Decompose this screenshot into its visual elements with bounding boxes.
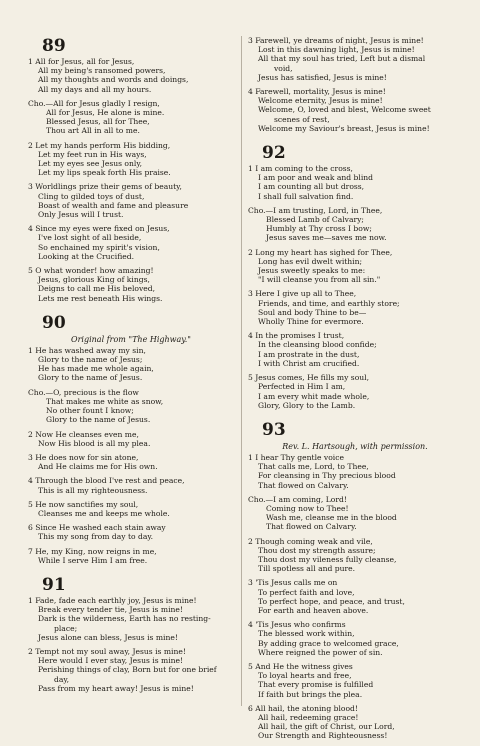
hymn-line: 1 He has washed away my sin, (28, 345, 146, 355)
hymn-line: Cling to gilded toys of dust, (38, 191, 145, 201)
hymn-line: Jesus, glorious King of kings, (38, 275, 150, 285)
stanza (248, 289, 462, 326)
stanza (28, 476, 234, 494)
hymn-line: Jesus saves me—saves me now. (266, 233, 387, 243)
hymn-line: Where reigned the power of sin. (258, 647, 383, 657)
hymn-line: He has made me whole again, (38, 364, 154, 374)
hymn-line: Glory to the name of Jesus. (38, 373, 143, 383)
hymn-line: Welcome my Saviour's breast, Jesus is mine! (258, 123, 430, 133)
hymn-line: If faith but brings the plea. (258, 689, 363, 699)
column-divider (241, 36, 242, 706)
hymn-line: 5 O what wonder! how amazing! (28, 266, 154, 276)
stanza (28, 500, 234, 518)
hymn-credit: Rev. L. Hartsough, with permission. (282, 441, 428, 451)
hymn-line: 1 All for Jesus, all for Jesus, (28, 57, 135, 66)
hymn-line: I've lost sight of all beside, (38, 233, 142, 243)
chorus (28, 388, 234, 425)
hymn-credit: Original from "The Highway." (71, 334, 191, 344)
stanza (248, 578, 462, 615)
hymn-line: By adding grace to welcomed grace, (258, 638, 399, 648)
hymn-line: 7 He, my King, now reigns in me, (28, 546, 157, 556)
hymn-line: All my being's ransomed powers, (38, 66, 166, 76)
hymn-line: This is all my righteousness. (38, 485, 148, 495)
hymn-number: 90 (42, 312, 66, 333)
hymn-line: All hail, redeeming grace! (258, 712, 359, 722)
stanza (248, 620, 462, 657)
hymn-line: I with Christ am crucified. (258, 358, 360, 368)
hymn-line: The blessed work within, (258, 629, 355, 639)
stanza (248, 662, 462, 699)
hymn-line: Let my feet run in His ways, (38, 149, 147, 159)
hymn-number: 91 (42, 574, 66, 595)
hymn-line: All my days and all my hours. (38, 84, 152, 94)
hymn-line: 6 Since He washed each stain away (28, 523, 166, 533)
hymn-line: Cho.—All for Jesus gladly I resign, (28, 98, 160, 108)
hymn-line: Boast of wealth and fame and pleasure (38, 200, 189, 210)
hymn-line: Dark is the wilderness, Earth has no resting- (38, 614, 211, 624)
hymn-line: Glory to the name of Jesus; (38, 355, 143, 365)
hymn-number: 92 (262, 143, 286, 164)
hymn-line: "I will cleanse you from all sin." (258, 275, 381, 285)
hymn-line: Blessed Lamb of Calvary; (266, 215, 364, 225)
hymn-line: Looking at the Crucified. (38, 251, 135, 261)
hymn-line: Deigns to call me His beloved, (38, 284, 156, 294)
hymn-line: Soul and body Thine to be— (258, 307, 367, 317)
hymn-number: 93 (262, 419, 286, 440)
hymn-line: 2 Tempt not my soul away, Jesus is mine! (28, 646, 186, 656)
hymn-line: day, (54, 674, 70, 684)
hymn-line: 3 Here I give up all to Thee, (248, 289, 357, 299)
hymn-line: 3 Worldlings prize their gems of beauty, (28, 182, 182, 192)
hymn-line: 3 'Tis Jesus calls me on (248, 578, 338, 588)
hymn-line: I shall full salvation find. (258, 191, 354, 201)
hymn-line: Perishing things of clay, Born but for one brief (38, 665, 217, 675)
hymn-line: 5 He now sanctifies my soul, (28, 499, 139, 509)
hymn-line: That calls me, Lord, to Thee, (258, 462, 369, 472)
hymn-line: I am counting all but dross, (258, 182, 365, 192)
hymn-line: Welcome eternity, Jesus is mine! (258, 96, 383, 106)
hymn-line: All hail, the gift of Christ, our Lord, (258, 722, 395, 732)
stanza (28, 547, 234, 565)
hymn-line: No other fount I know; (46, 406, 134, 416)
hymn-line: That makes me white as snow, (46, 396, 164, 406)
stanza (248, 164, 462, 201)
stanza (248, 373, 462, 410)
hymn-line: I am poor and weak and blind (258, 173, 373, 183)
hymn-line: 6 All hail, the atoning blood! (248, 703, 358, 713)
hymn-line: Now His blood is all my plea. (38, 438, 151, 448)
hymn-line: Wholly Thine for evermore. (258, 317, 364, 327)
stanza (248, 87, 462, 133)
hymn-line: 4 In the promises I trust, (248, 331, 345, 341)
stanza (28, 141, 234, 178)
stanza (248, 537, 462, 574)
hymn-line: For cleansing in Thy precious blood (258, 471, 396, 481)
hymn-line: 4 Through the blood I've rest and peace, (28, 476, 185, 486)
stanza (28, 453, 234, 471)
hymn-line: 2 Though coming weak and vile, (248, 536, 373, 546)
stanza (28, 523, 234, 541)
hymn-line: All for Jesus, He alone is mine. (46, 108, 165, 118)
hymn-line: Glory, Glory to the Lamb. (258, 400, 356, 410)
hymn-line: Wash me, cleanse me in the blood (266, 513, 397, 523)
hymn-line: 2 Now He cleanses even me, (28, 429, 139, 439)
hymn-line: Here would I ever stay, Jesus is mine! (38, 656, 184, 666)
hymn-line: For earth and heaven above. (258, 605, 369, 615)
stanza (248, 331, 462, 368)
hymn-line: 2 Long my heart has sighed for Thee, (248, 247, 393, 257)
hymn-line: Cho.—I am coming, Lord! (248, 494, 347, 504)
hymn-line: Only Jesus will I trust. (38, 210, 124, 220)
hymn-line: Our Strength and Righteousness! (258, 731, 388, 741)
hymn-line: Pass from my heart away! Jesus is mine! (38, 683, 194, 693)
stanza (28, 647, 234, 693)
stanza (248, 704, 462, 741)
hymn-line: That flowed on Calvary. (258, 480, 349, 490)
hymn-line: So enchained my spirit's vision, (38, 242, 160, 252)
hymn-line: 1 Fade, fade each earthly joy, Jesus is mine! (28, 595, 197, 605)
stanza (248, 453, 462, 490)
hymn-line: To loyal hearts and free, (258, 671, 352, 681)
hymn-line: 4 Since my eyes were fixed on Jesus, (28, 224, 170, 234)
stanza (28, 224, 234, 261)
hymn-line: That every promise is fulfilled (258, 680, 374, 690)
hymn-line: Jesus has satisfied, Jesus is mine! (258, 72, 387, 82)
hymn-line: Cho.—O, precious is the flow (28, 387, 139, 397)
chorus (28, 99, 234, 136)
hymn-number: 89 (42, 36, 66, 56)
right-column (248, 36, 462, 746)
stanza (248, 36, 462, 82)
hymn-line: Friends, and time, and earthly store; (258, 298, 400, 308)
hymn-line: Welcome, O, loved and blest, Welcome sweet (258, 105, 431, 115)
stanza (248, 248, 462, 285)
hymn-line: 5 And He the witness gives (248, 661, 353, 671)
hymn-line: That flowed on Calvary. (266, 522, 357, 532)
hymn-line: Thou art All in all to me. (46, 126, 140, 136)
hymn-line: 2 Let my hands perform His bidding, (28, 140, 171, 150)
hymn-line: Thou dost my strength assure; (258, 545, 376, 555)
hymn-line: To perfect faith and love, (258, 587, 355, 597)
hymn-line: Jesus sweetly speaks to me: (258, 266, 366, 276)
hymn-line: Cho.—I am trusting, Lord, in Thee, (248, 205, 383, 215)
hymn-line: Till spotless all and pure. (258, 564, 356, 574)
hymn-line: Lets me rest beneath His wings. (38, 293, 163, 303)
hymn-line: Blessed Jesus, all for Thee, (46, 117, 150, 127)
hymn-line: 3 Farewell, ye dreams of night, Jesus is mine! (248, 36, 424, 45)
hymn-line: scenes of rest, (274, 114, 330, 124)
hymn-line: Cleanses me and keeps me whole. (38, 508, 170, 518)
stanza (28, 266, 234, 303)
hymn-line: Lost in this dawning light, Jesus is mine! (258, 45, 415, 55)
hymn-line: Let my eyes see Jesus only, (38, 159, 143, 169)
hymn-line: This my song from day to day. (38, 532, 154, 542)
hymn-line: Coming now to Thee! (266, 503, 349, 513)
hymn-line: To perfect hope, and peace, and trust, (258, 596, 405, 606)
hymn-line: Humbly at Thy cross I bow; (266, 224, 372, 234)
hymn-line: Long has evil dwelt within; (258, 256, 363, 266)
hymn-line: void, (274, 63, 293, 73)
chorus (248, 206, 462, 243)
stanza (28, 57, 234, 94)
hymn-line: Let my lips speak forth His praise. (38, 168, 171, 178)
chorus (248, 495, 462, 532)
hymn-line: Perfected in Him I am, (258, 382, 346, 392)
hymn-line: 5 Jesus comes, He fills my soul, (248, 373, 369, 383)
hymn-line: Break every tender tie, Jesus is mine! (38, 605, 183, 615)
hymn-line: 1 I hear Thy gentle voice (248, 452, 344, 462)
hymn-line: Jesus alone can bless, Jesus is mine! (38, 632, 178, 642)
left-column (28, 36, 234, 698)
hymn-line: Thou dost my vileness fully cleanse, (258, 554, 397, 564)
stanza (28, 596, 234, 642)
hymn-line: 1 I am coming to the cross, (248, 164, 353, 174)
hymn-line: All that my soul has tried, Left but a dismal (258, 54, 426, 64)
hymn-line: In the cleansing blood confide; (258, 340, 377, 350)
stanza (28, 430, 234, 448)
hymn-line: 4 Farewell, mortality, Jesus is mine! (248, 87, 386, 97)
hymn-line: 3 He does now for sin atone, (28, 452, 139, 462)
hymn-line: All my thoughts and words and doings, (38, 75, 189, 85)
stanza (28, 346, 234, 383)
hymn-line: place; (54, 623, 78, 633)
hymn-line: I am every whit made whole, (258, 391, 370, 401)
hymn-line: And He claims me for His own. (38, 462, 158, 472)
hymn-line: I am prostrate in the dust, (258, 349, 360, 359)
hymn-line: Glory to the name of Jesus. (46, 415, 151, 425)
hymn-line: 4 'Tis Jesus who confirms (248, 620, 346, 630)
stanza (28, 182, 234, 219)
hymn-line: While I serve Him I am free. (38, 555, 148, 565)
